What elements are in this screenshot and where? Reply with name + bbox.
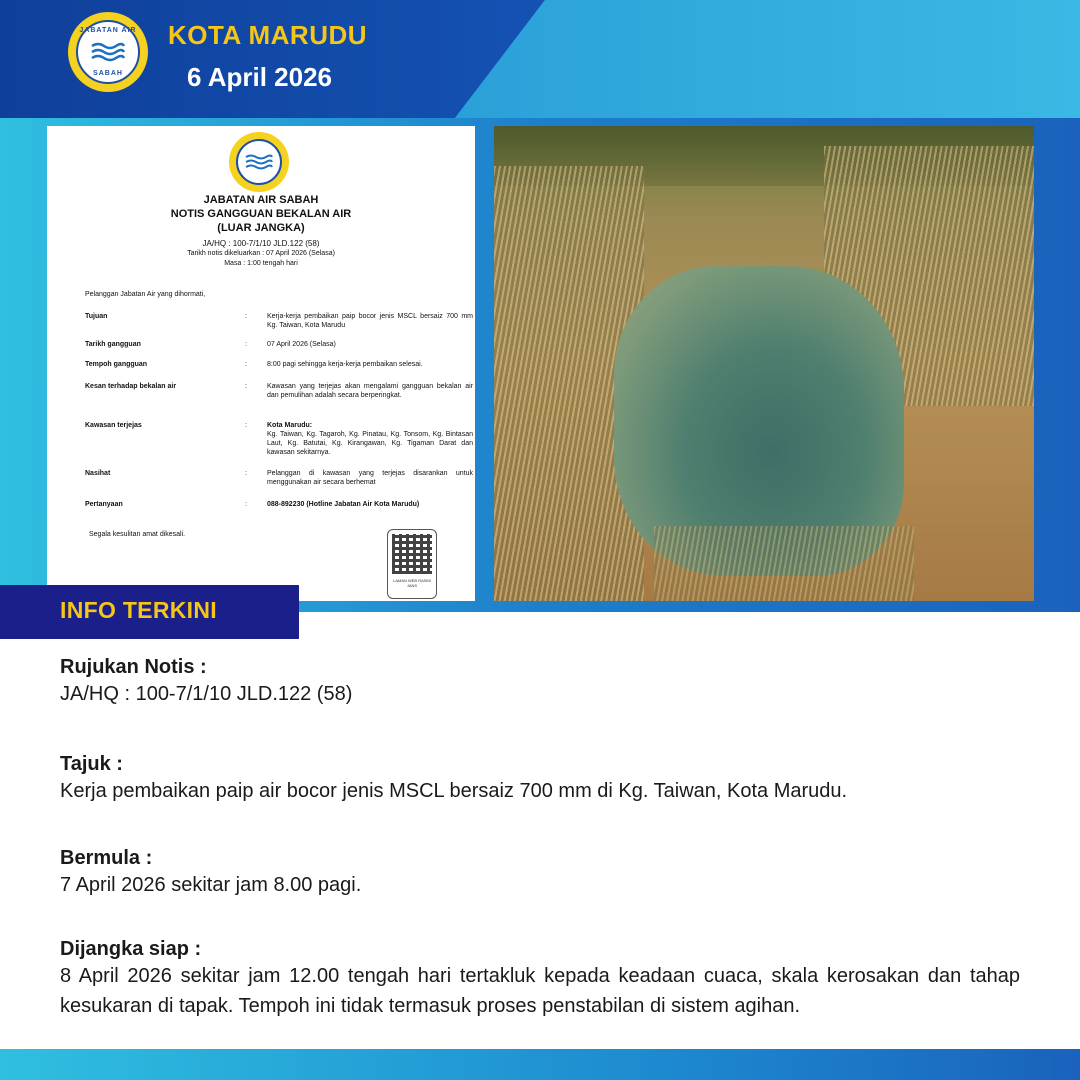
logo-text-top: JABATAN AIR xyxy=(79,27,137,34)
row-colon: : xyxy=(245,341,247,348)
section-value: 8 April 2026 sekitar jam 12.00 tengah hari tertakluk kepada keadaan cuaca, skala kerosakan dan tahap kesukaran di tapak. Tempoh ini tidak termasuk proses penstabilan di sistem agihan. xyxy=(60,965,1020,1017)
row-value: Kerja-kerja pembaikan paip bocor jenis MSCL bersaiz 700 mm Kg. Taiwan, Kota Marudu xyxy=(267,313,473,329)
row-value: 8:00 pagi sehingga kerja-kerja pembaikan selesai. xyxy=(267,361,423,368)
notice-document xyxy=(47,126,475,601)
logo-emblem xyxy=(76,20,140,84)
qr-code-panel[interactable] xyxy=(387,529,437,599)
notice-logo-emblem xyxy=(236,139,282,185)
row-key: Tujuan xyxy=(85,313,108,320)
row-colon: : xyxy=(245,422,247,429)
row-key: Kesan terhadap bekalan air xyxy=(85,383,177,390)
announcement-date: 6 April 2026 xyxy=(187,62,333,92)
row-colon: : xyxy=(245,383,247,390)
row-colon: : xyxy=(245,361,247,368)
row-value xyxy=(267,421,473,457)
section-label: Dijangka siap : xyxy=(60,938,202,960)
top-banner xyxy=(0,0,1080,118)
section-rujukan xyxy=(60,655,1020,709)
row-colon: : xyxy=(245,470,247,477)
jabatan-air-logo xyxy=(68,12,148,92)
section-tajuk xyxy=(60,752,1020,806)
notice-issued-date: Tarikh notis dikeluarkan : 07 April 2026 (Selasa) xyxy=(187,250,335,257)
row-value-heading: Kota Marudu: xyxy=(267,422,313,429)
qr-code-icon xyxy=(392,534,432,574)
notice-time: Masa : 1:00 tengah hari xyxy=(224,260,298,267)
row-value: 088-892230 (Hotline Jabatan Air Kota Marudu) xyxy=(267,501,420,508)
location-title: KOTA MARUDU xyxy=(168,20,368,50)
row-key: Tempoh gangguan xyxy=(85,361,148,368)
section-label: Bermula : xyxy=(60,847,153,869)
row-colon: : xyxy=(245,313,247,320)
row-value-body: Kg. Taiwan, Kg. Tagaroh, Kg. Pinatau, Kg. Tonsom, Kg. Bintasan Laut, Kg. Batutai, Kg. Kirangawan, Kg. Tigaman Darat dan kawasan sekitarnya. xyxy=(267,431,473,456)
section-label: Rujukan Notis : xyxy=(60,656,207,678)
section-bermula xyxy=(60,846,1020,900)
pipe-leak-photo xyxy=(494,126,1034,601)
row-key: Tarikh gangguan xyxy=(85,341,141,348)
info-tag xyxy=(0,585,299,639)
notice-closing: Segala kesulitan amat dikesali. xyxy=(89,531,186,538)
notice-logo xyxy=(229,132,289,192)
row-key: Kawasan terjejas xyxy=(85,422,142,429)
row-key: Nasihat xyxy=(85,470,111,477)
row-value: Kawasan yang terjejas akan mengalami gangguan bekalan air dan pemulihan adalah secara berperingkat. xyxy=(267,383,473,399)
section-value: Kerja pembaikan paip air bocor jenis MSCL bersaiz 700 mm di Kg. Taiwan, Kota Marudu. xyxy=(60,780,848,802)
notice-reference: JA/HQ : 100-7/1/10 JLD.122 (58) xyxy=(202,239,320,248)
photo-grass-bottom xyxy=(654,526,914,601)
notice-subtitle: (LUAR JANGKA) xyxy=(217,222,305,234)
row-key: Pertanyaan xyxy=(85,501,123,508)
bottom-bar xyxy=(0,1049,1080,1080)
section-value: 7 April 2026 sekitar jam 8.00 pagi. xyxy=(60,874,362,896)
info-tag-label: INFO TERKINI xyxy=(60,597,217,623)
water-waves-icon xyxy=(245,153,273,171)
notice-title: NOTIS GANGGUAN BEKALAN AIR xyxy=(170,208,352,220)
row-colon: : xyxy=(245,501,247,508)
row-value: 07 April 2026 (Selasa) xyxy=(267,341,336,348)
notice-org: JABATAN AIR SABAH xyxy=(203,194,319,206)
section-dijangka-siap xyxy=(60,937,1020,1021)
water-waves-icon xyxy=(90,41,126,63)
notice-greeting: Pelanggan Jabatan Air yang dihormati, xyxy=(85,291,206,298)
qr-label: LAMAN WEB RASMI JANS xyxy=(393,578,431,588)
section-value: JA/HQ : 100-7/1/10 JLD.122 (58) xyxy=(60,683,353,705)
section-label: Tajuk : xyxy=(60,753,123,775)
row-value: Pelanggan di kawasan yang terjejas disarankan untuk menggunakan air secara berhemat xyxy=(267,470,473,486)
logo-text-bottom: SABAH xyxy=(93,70,123,77)
